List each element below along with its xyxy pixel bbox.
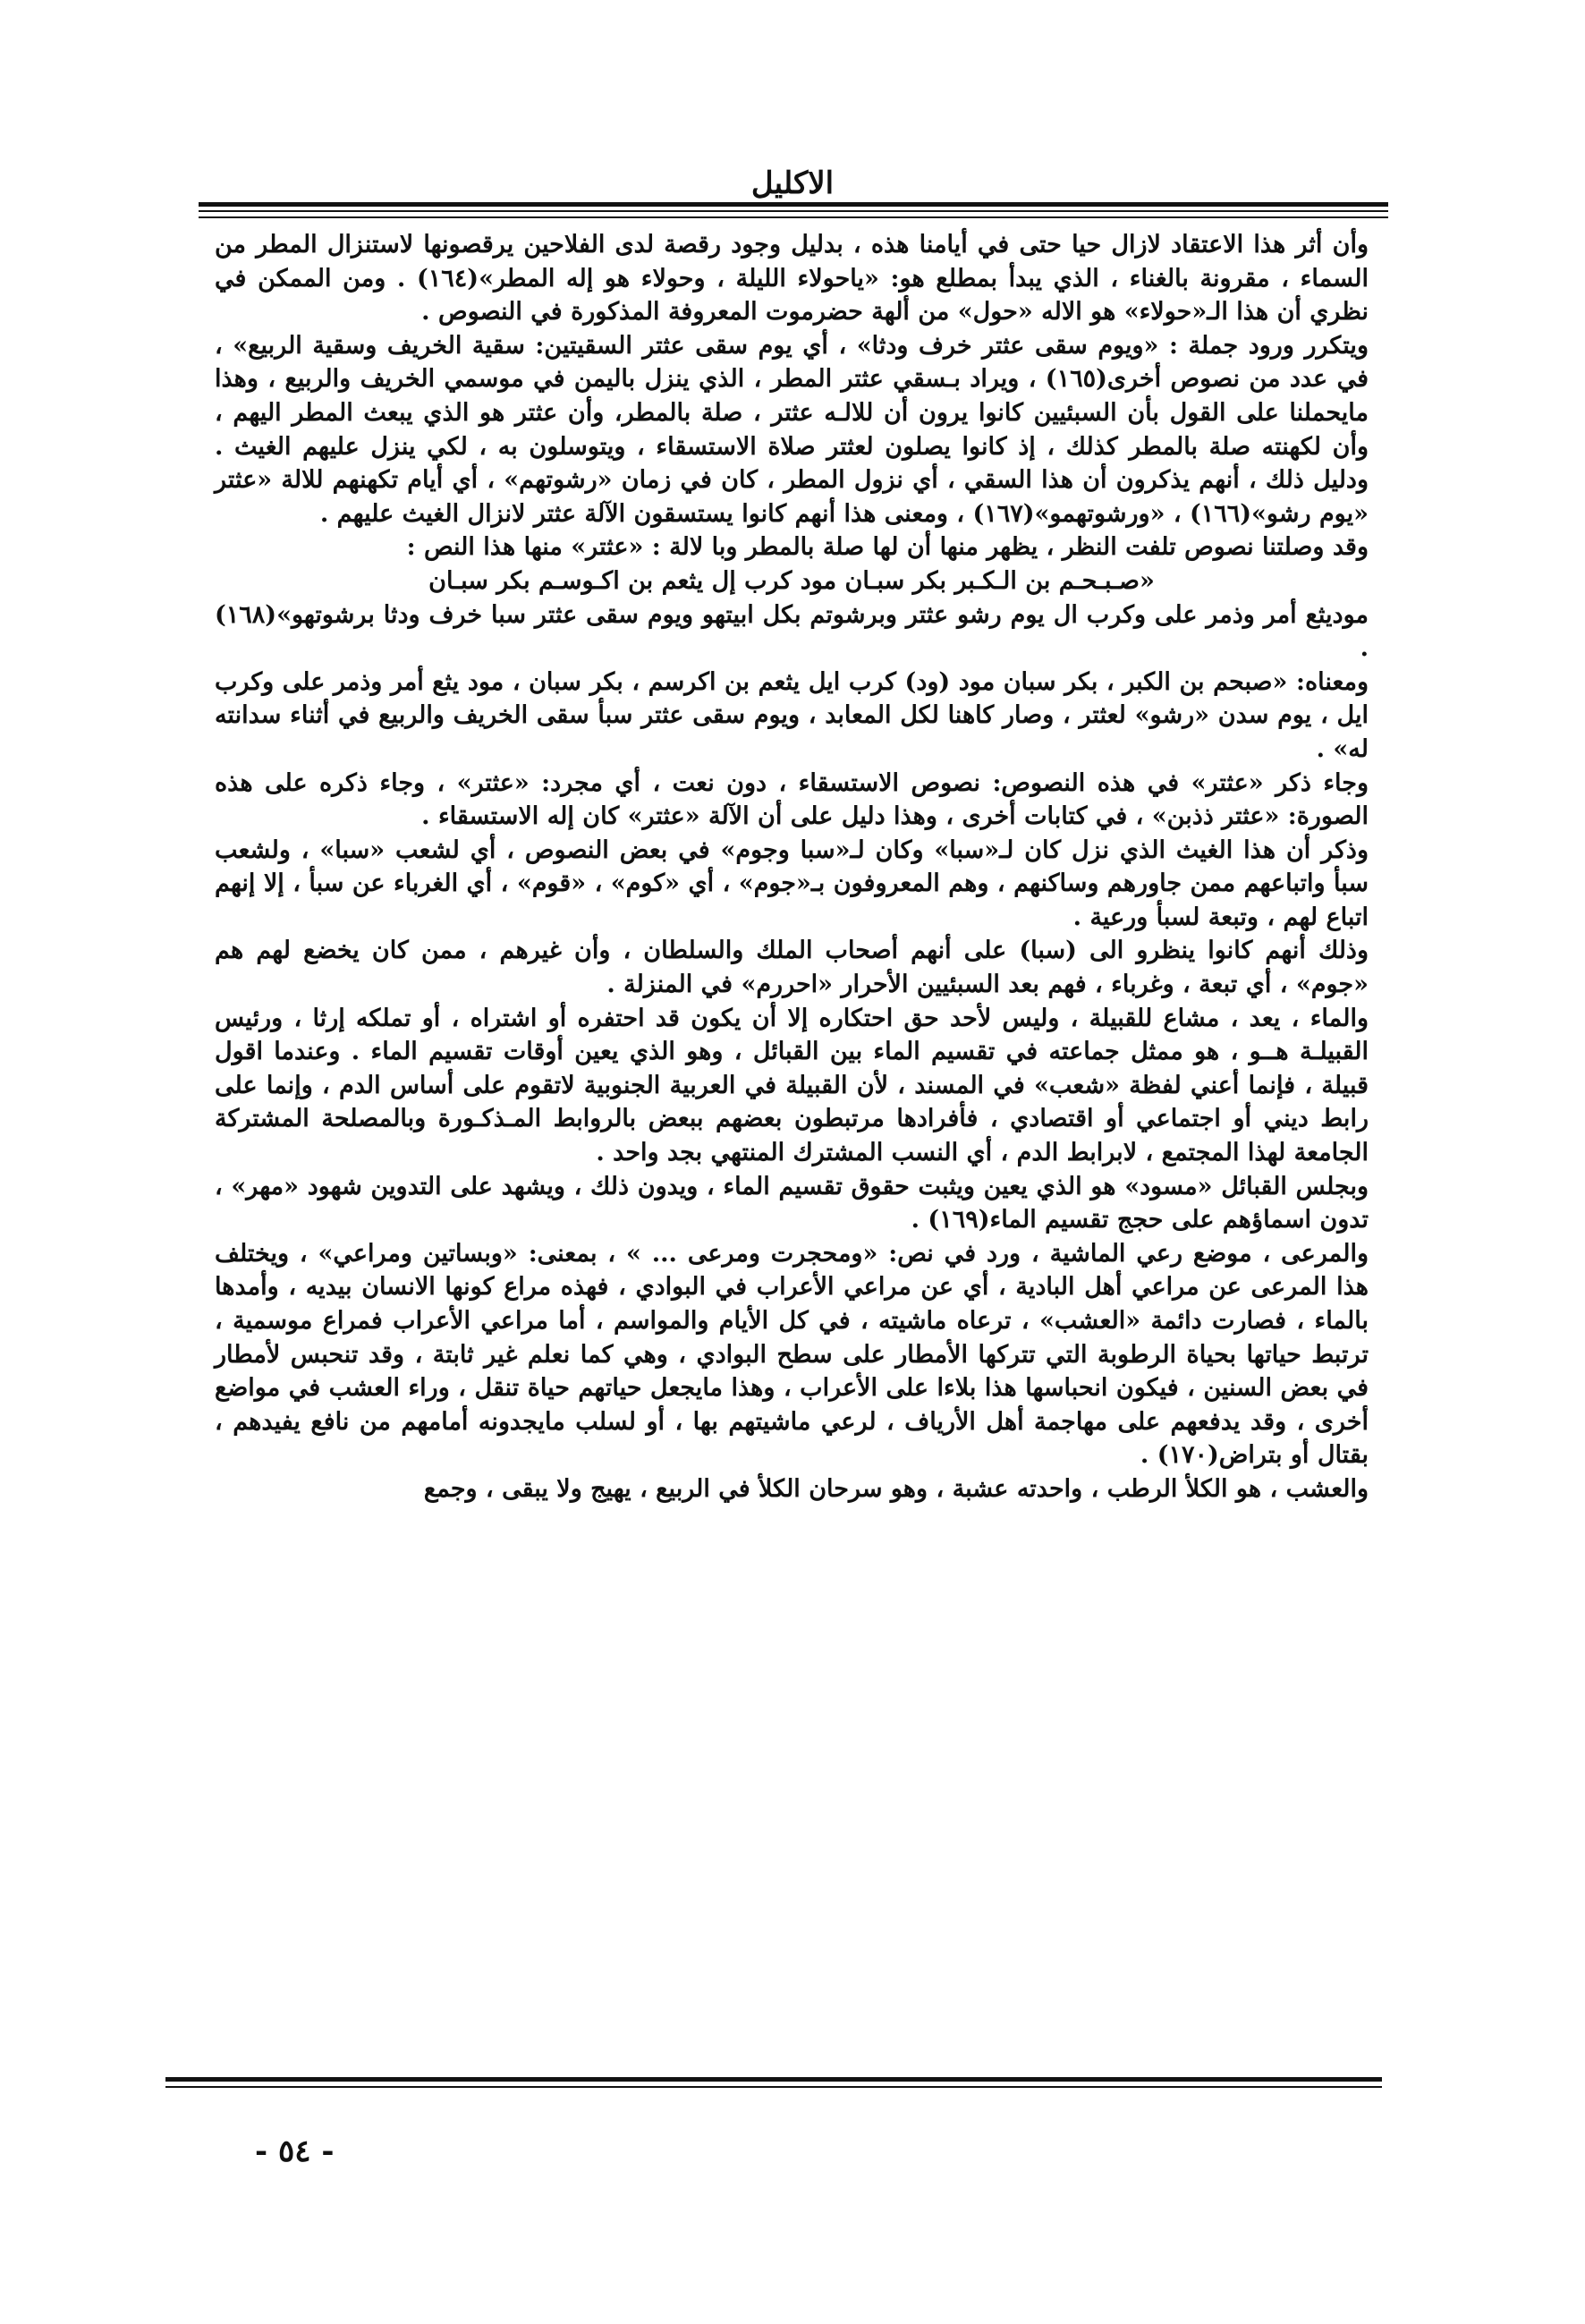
page-number: - ٥٤ - xyxy=(255,2133,335,2169)
paragraph: وأن أثر هذا الاعتقاد لازال حيا حتى في أيامنا هذه ، بدليل وجود رقصة لدى الفلاحين يرقصونها لاستنزال المطر من السماء ، مقرونة بالغناء ، الذي يبدأ بمطلع هو: «ياحولاء الليلة ، وحولاء هو إله المطر»(١٦٤) . ومن الممكن في نظري أن هذا الـ«حولاء» هو الاله «حول» من ألهة حضرموت المعروفة المذكورة في النصوص . xyxy=(215,231,1369,327)
paragraph: وقد وصلتنا نصوص تلفت النظر ، يظهر منها أن لها صلة بالمطر وبا لالة : «عثتر» منها هذا النص : xyxy=(406,533,1369,562)
inscription-text: موديثع أمر وذمر على وكرب ال يوم رشو عثتر وبرشوتم بكل ابيتهو ويوم سقى عثتر سبا خرف ودثا برشوتهو»(١٦٨) . xyxy=(215,600,1369,663)
inscription-text: «صـبـحـم بن الـكـبر بكر سبـان مود كرب إل يثعم بن اكـوسـم بكر سبـان xyxy=(428,566,1155,595)
footer-rule-bottom xyxy=(165,2086,1382,2088)
paragraph: والعشب ، هو الكلأ الرطب ، واحدته عشبة ، وهو سرحان الكلأ في الربيع ، يهيج ولا يبقى ، وجمع xyxy=(423,1474,1369,1503)
body-text xyxy=(215,228,1369,1506)
paragraph: وبجلس القبائل «مسود» هو الذي يعين ويثبت حقوق تقسيم الماء ، ويدون ذلك ، ويشهد على التدوين شهود «مهر» ، تدون اسماؤهم على حجج تقسيم الماء(١٦٩) . xyxy=(215,1172,1369,1234)
paragraph: ويتكرر ورود جملة : «ويوم سقى عثتر خرف ودثا» ، أي يوم سقى عثتر السقيتين: سقية الخريف وسقية الربيع» ، في عدد من نصوص أخرى(١٦٥) ، ويراد بـسقي عثتر المطر ، الذي ينزل باليمن في موسمي الخريف والربيع ، وهذا مايحملنا على القول بأن السبئيين كانوا يرون أن للالـه عثتر ، صلة بالمطر، وأن عثتر هو الذي يبعث المطر اليهم ، وأن لكهنته صلة بالمطر كذلك ، إذ كانوا يصلون لعثتر صلاة الاستسقاء ، ويتوسلون به ، لكي ينزل عليهم الغيث . ودليل ذلك ، أنهم يذكرون أن هذا السقي ، أي نزول المطر ، كان في زمان «رشوتهم» ، أي أيام تكهنهم للالة «عثتر «يوم رشو»(١٦٦) ، «ورشوتهمو»(١٦٧) ، ومعنى هذا أنهم كانوا يستسقون الآلة عثتر لانزال الغيث عليهم . xyxy=(215,331,1369,528)
paragraph: والماء ، يعد ، مشاع للقبيلة ، وليس لأحد حق احتكاره إلا أن يكون قد احتفره أو اشتراه ، أو تملكه إرثا ، ورئيس القبيلـة هــو ، هو ممثل جماعته في تقسيم الماء بين القبائل ، وهو الذي يعين أوقات تقسيم الماء . وعندما اقول قبيلة ، فإنما أعني لفظة «شعب» في المسند ، لأن القبيلة في العربية الجنوبية لاتقوم على أساس الدم ، وإنما على رابط ديني أو اجتماعي أو اقتصادي ، فأفرادها مرتبطون بعضهم ببعض بالروابط المـذكـورة وبالمصلحة المشتركة الجامعة لهذا المجتمع ، لابرابط الدم ، أي النسب المشترك المنتهي بجد واحد . xyxy=(215,1004,1369,1167)
paragraph: ومعناه: «صبحم بن الكبر ، بكر سبان مود (ود) كرب ايل يثعم بن اكرسم ، بكر سبان ، مود يثع أمر وذمر على وكرب ايل ، يوم سدن «رشو» لعثتر ، وصار كاهنا لكل المعابد ، ويوم سقى عثتر سبأ سقى الخريف والربيع في أثناء سدانته له» . xyxy=(215,667,1369,763)
paragraph: وذكر أن هذا الغيث الذي نزل كان لـ«سبا» وكان لـ«سبا وجوم» في بعض النصوص ، أي لشعب «سبا» ، ولشعب سبأ واتباعهم ممن جاورهم وساكنهم ، وهم المعروفون بـ«جوم» ، أي «كوم» ، «قوم» ، أي الغرباء عن سبأ ، إلا إنهم اتباع لهم ، وتبعة لسبأ ورعية . xyxy=(215,835,1369,931)
running-header-title: الاكليل xyxy=(750,165,835,201)
header-rule-top xyxy=(199,202,1388,207)
paragraph: والمرعى ، موضع رعي الماشية ، ورد في نص: «ومحجرت ومرعى ... » ، بمعنى: «وبساتين ومراعي» ، ويختلف هذا المرعى عن مراعي أهل البادية ، أي عن مراعي الأعراب في البوادي ، فهذه مراع كونها الانسان بيديه ، وأمدها بالماء ، فصارت دائمة «العشب» ، ترعاه ماشيته ، في كل الأيام والمواسم ، أما مراعي الأعراب فمراع موسمية ، ترتبط حياتها بحياة الرطوبة التي تتركها الأمطار على سطح البوادي ، وهي كما نعلم غير ثابتة ، وقد تنحبس لأمطار في بعض السنين ، فيكون انحباسها هذا بلاءا على الأعراب ، وهذا مايجعل حياتهم حياة تنقل ، وراء العشب في مواضع أخرى ، وقد يدفعهم على مهاجمة أهل الأرياف ، لرعي ماشيتهم بها ، أو لسلب مايجدونه أمامهم من نافع يفيدهم ، بقتال أو بتراض(١٧٠) . xyxy=(215,1239,1369,1470)
footer-rule-top xyxy=(165,2077,1382,2082)
paragraph: وجاء ذكر «عثتر» في هذه النصوص: نصوص الاستسقاء ، دون نعت ، أي مجرد: «عثتر» ، وجاء ذكره على هذه الصورة: «عثتر ذذبن» ، في كتابات أخرى ، وهذا دليل على أن الآلة «عثتر» كان إله الاستسقاء . xyxy=(215,768,1369,831)
paragraph: وذلك أنهم كانوا ينظرو الى (سبا) على أنهم أصحاب الملك والسلطان ، وأن غيرهم ، ممن كان يخضع لهم هم «جوم» ، أي تبعة ، وغرباء ، فهم بعد السبئيين الأحرار «احررم» في المنزلة . xyxy=(215,937,1369,999)
header-rule-bottom xyxy=(199,216,1388,218)
header-rule-middle xyxy=(199,210,1388,212)
